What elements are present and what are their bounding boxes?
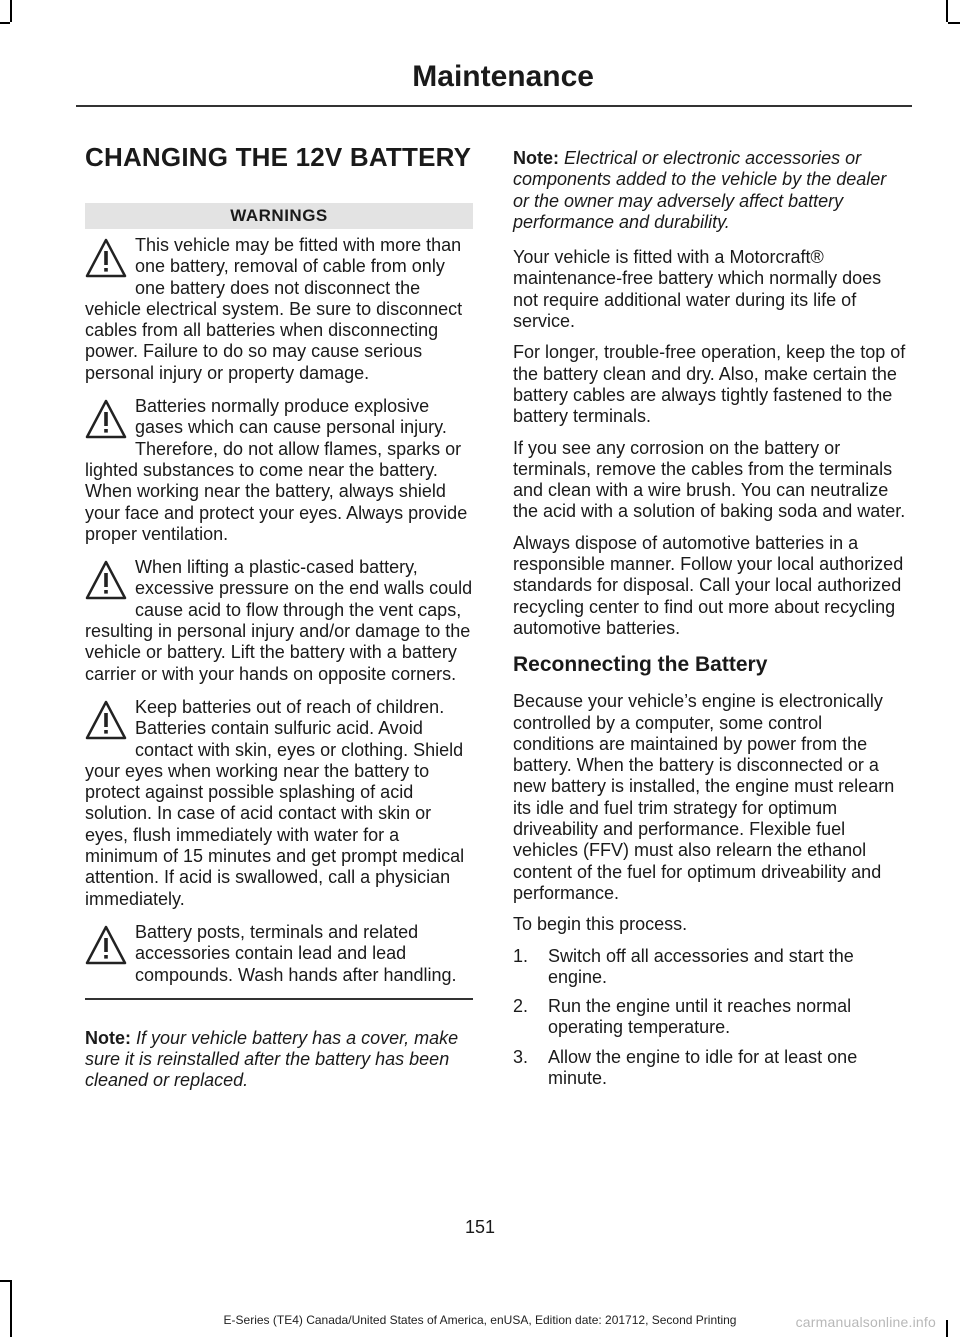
warning-item: [85, 235, 473, 384]
header-divider: [76, 105, 912, 107]
page-header-title: Maintenance: [412, 60, 594, 93]
warning-triangle-icon: [85, 699, 127, 741]
subsection-title: Reconnecting the Battery: [513, 653, 768, 677]
crop-mark: [10, 0, 12, 22]
warning-text: Battery posts, terminals and related accessories contain lead and lead compounds. Wash hands after handling.: [135, 921, 457, 985]
note-accessories: [513, 148, 907, 233]
warnings-divider: [85, 998, 473, 1000]
warnings-heading: WARNINGS: [85, 203, 473, 229]
step-text: Allow the engine to idle for at least one minute.: [548, 1046, 858, 1088]
procedure-steps: [513, 946, 907, 1090]
warning-text: Batteries normally produce explosive gases which can cause personal injury. Therefore, do not allow flames, sparks or lighted substances to come near the battery. When working near the battery, always shield your face and protect your eyes. Always provide proper ventilation.: [85, 396, 468, 544]
note-label: Note:: [513, 148, 559, 168]
right-column: [513, 148, 907, 1097]
warning-triangle-icon: [85, 398, 127, 440]
warning-triangle-icon: [85, 237, 127, 279]
body-paragraph: Always dispose of automotive batteries in a responsible manner. Follow your local authorized standards for disposal. Call your local authorized recycling center to find out more about recycling automotive batteries.: [513, 532, 904, 638]
step-item: [513, 1047, 907, 1090]
step-text: Run the engine until it reaches normal operating temperature.: [548, 996, 852, 1038]
step-number: 1.: [513, 945, 529, 966]
note-text: Electrical or electronic accessories or components added to the vehicle by the dealer or the owner may adversely affect battery performance and durability.: [513, 148, 887, 232]
step-number: 3.: [513, 1046, 529, 1067]
crop-mark: [10, 1280, 12, 1337]
crop-mark: [948, 22, 960, 24]
footer-edition: E-Series (TE4) Canada/United States of America, enUSA, Edition date: 201712, Second Printing: [223, 1313, 737, 1327]
warning-item: [85, 697, 473, 910]
body-paragraph: For longer, trouble-free operation, keep the top of the battery clean and dry. Also, make certain the battery cables are always tightly fastened to the battery terminals.: [513, 342, 906, 427]
warning-text: Keep batteries out of reach of children. Batteries contain sulfuric acid. Avoid contact with skin, eyes or clothing. Shield your eyes when working near the battery to protect against possible splashing of acid solution. In case of acid contact with skin or eyes, flush immediately with water for a minimum of 15 minutes and get prompt medical attention. If acid is swallowed, call a physician immediately.: [85, 696, 465, 909]
warning-item: [85, 922, 473, 986]
left-column: [85, 142, 473, 1106]
crop-mark: [0, 22, 10, 24]
warning-triangle-icon: [85, 924, 127, 966]
warning-item: [85, 557, 473, 685]
body-paragraph: If you see any corrosion on the battery or terminals, remove the cables from the terminals and clean with a wire brush. You can neutralize the acid with a solution of baking soda and water.: [513, 437, 906, 522]
note-text: If your vehicle battery has a cover, make sure it is reinstalled after the battery has been cleaned or replaced.: [85, 1027, 459, 1091]
watermark: carmanualsonline.info: [795, 1314, 936, 1330]
step-item: [513, 946, 907, 989]
warning-text: This vehicle may be fitted with more than one battery, removal of cable from only one battery does not disconnect the vehicle electrical system. Be sure to disconnect cables from all batteries when disconnecting power. Failure to do so may cause serious personal injury or property damage.: [85, 235, 463, 383]
crop-mark: [946, 0, 948, 22]
note-label: Note:: [85, 1027, 131, 1048]
crop-mark: [0, 1280, 10, 1282]
page-number: 151: [464, 1217, 496, 1237]
body-paragraph: Because your vehicle’s engine is electronically controlled by a computer, some control conditions are maintained by power from the battery. When the battery is disconnected or a new battery is installed, the engine must relearn its idle and fuel trim strategy for optimum driveability and performance. Flexible fuel vehicles (FFV) must also relearn the ethanol content of the fuel for optimum driveability and performance.: [513, 691, 895, 903]
body-paragraph: To begin this process.: [513, 914, 688, 935]
note-battery-cover: [85, 1028, 473, 1092]
step-text: Switch off all accessories and start the engine.: [548, 945, 854, 987]
body-paragraph: Your vehicle is fitted with a Motorcraft® maintenance-free battery which normally does not require additional water during its life of service.: [513, 247, 882, 332]
section-title: CHANGING THE 12V BATTERY: [85, 142, 472, 172]
warning-item: [85, 396, 473, 545]
warning-text: When lifting a plastic-cased battery, excessive pressure on the end walls could cause acid to flow through the vent caps, resulting in personal injury and/or damage to the vehicle or battery. Lift the battery with a battery carrier or with your hands on opposite corners.: [85, 557, 473, 684]
step-item: [513, 996, 907, 1039]
step-number: 2.: [513, 996, 529, 1017]
warning-triangle-icon: [85, 559, 127, 601]
